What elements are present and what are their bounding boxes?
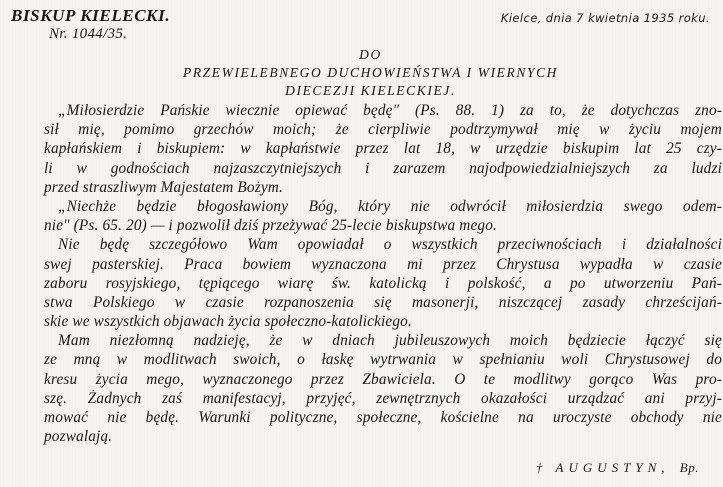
address-block (0, 46, 723, 100)
signatory-title: Bp. (679, 460, 699, 475)
text-line: mować nie będę. Warunki polityczne, społeczne, kościelne na uroczyste obchody nie (44, 409, 722, 426)
paragraph (44, 331, 722, 446)
text-line: „Miłosierdzie Pańskie wiecznie opiewać będę" (Ps. 88. 1) za to, że dotychczas zno- (58, 102, 722, 119)
text-line: „Niechże będzie błogosławiony Bóg, który nie odwrócił miłosierdzia swego odem- (58, 197, 722, 215)
address-line: PRZEWIELEBNEGO DUCHOWIEŃSTWA I WIERNYCH (182, 65, 559, 80)
letter-body (44, 101, 722, 446)
text-line: skie we wszystkich objawach życia społeczno-katolickiego. (44, 313, 412, 331)
text-line: stwa Polskiego w czasie rozpanoszenia się masonerji, niszczącej zasady chrześcijań- (44, 293, 722, 311)
text-line: nie" (Ps. 65. 20) — i pozwolił dziś przeżywać 25-lecie biskupstwa mego. (44, 217, 497, 235)
sender-title: BISKUP KIELECKI. (11, 6, 171, 25)
text-line: li w godnościach najzaszczytniejszych i zarazem najodpowiedzialniejszych za ludzi (44, 159, 722, 177)
signatory-name: AUGUSTYN, (555, 460, 670, 475)
text-line: kresu życia mego, wyznaczonego przez Zbawiciela. O te modlitwy gorąco Was pro- (44, 370, 722, 388)
signature (536, 460, 699, 476)
paragraph (44, 197, 722, 235)
text-line: ze mną w modlitwach swoich, o łaskę wytrwania w spełnianiu woli Chrystusowej do (44, 351, 722, 369)
text-line: sił mię, pomimo grzechów moich; że cierpliwie podtrzymywał mię w życiu mojem (44, 121, 722, 139)
paragraph (44, 235, 722, 331)
text-line: zaboru rosyjskiego, tępiącego wiarę św. katolicką i polskość, a po utworzeniu Pań- (44, 274, 722, 292)
text-line: Mam niezłomną nadzieję, że w dniach jubileuszowych moich będziecie łączyć się (58, 332, 722, 350)
address-line: DIECEZJI KIELECKIEJ. (285, 83, 456, 98)
paragraph (44, 101, 722, 197)
letterhead (11, 6, 170, 44)
text-line: swej pasterskiej. Praca bowiem wyznaczona mi przez Chrystusa wypadła w czasie (44, 255, 722, 273)
address-line: DO (359, 47, 382, 62)
text-line: szę. Żadnych zaś manifestacyj, przyjęć, zewnętrznych okazałości urządzać ani przyj- (44, 389, 722, 407)
text-line: pozwalają. (44, 428, 113, 446)
dateline: Kielce, dnia 7 kwietnia 1935 roku. (500, 11, 710, 25)
reference-number: Nr. 1044/35. (49, 26, 128, 42)
text-line: kapłańskiem i biskupiem: w kapłaństwie przez lat 18, w urzędzie biskupim lat 25 czy- (44, 140, 722, 158)
cross-icon: † (536, 460, 548, 475)
text-line: Nie będę szczegółowo Wam opowiadał o wszystkich przeciwnościach i działalności (58, 236, 722, 254)
text-line: przed straszliwym Majestatem Bożym. (44, 178, 283, 196)
